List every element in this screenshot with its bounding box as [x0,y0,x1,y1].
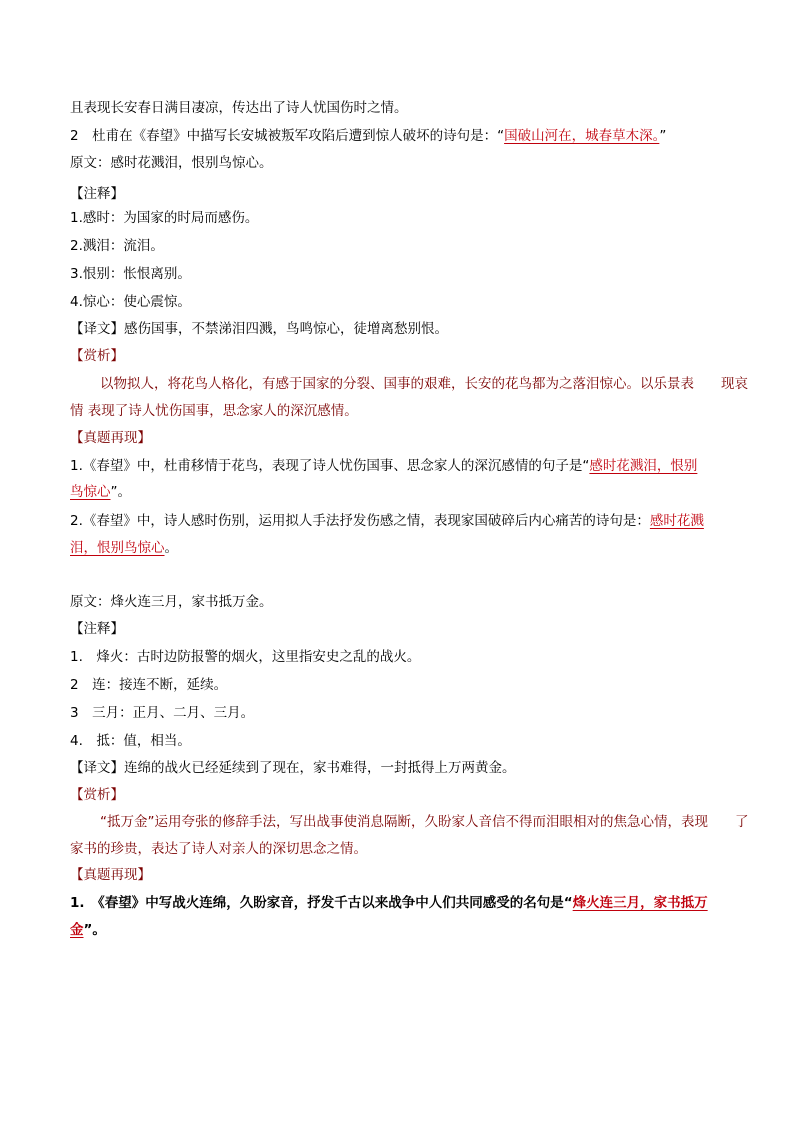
question-2 [70,126,666,146]
note-item: 4.惊心：使心震惊。 [70,294,191,310]
exam-question-3-suffix: ”。 [83,922,106,938]
exam-question-2-cont [70,538,178,558]
exam-question-2 [70,511,704,531]
note-item: 2 连：接连不断，延续。 [70,677,228,693]
analysis-heading-1: 【赏析】 [70,348,124,364]
note-item: 1.感时：为国家的时局而感伤。 [70,210,259,226]
exam-question-3-prefix: 1. 《春望》中写战火连绵，久盼家音，抒发千古以来战争中人们共同感受的名句是“ [70,895,573,911]
translation-2: 【译文】连绵的战火已经延续到了现在，家书难得，一封抵得上万两黄金。 [70,760,516,776]
note-item: 2.溅泪：流泪。 [70,238,164,254]
exam-question-1-answer: 感时花溅泪，恨别 [589,458,698,474]
question-2-suffix: ” [659,128,667,144]
analysis-line: 情 表现了诗人忧伤国事，思念家人的深沉感情。 [70,403,358,419]
original-text-2: 原文：烽火连三月，家书抵万金。 [70,594,273,610]
original-text-1: 原文：感时花溅泪，恨别鸟惊心。 [70,155,273,171]
exam-heading-2: 【真题再现】 [70,867,151,883]
note-item: 3.恨别：怅恨离别。 [70,266,191,282]
analysis-heading-2: 【赏析】 [70,787,124,803]
exam-question-1-answer-cont: 鸟惊心 [70,484,111,500]
exam-question-3-cont [70,920,106,940]
exam-question-1 [70,456,697,476]
question-2-prefix: 2 杜甫在《春望》中描写长安城被叛军攻陷后遭到惊人破坏的诗句是：“ [70,128,505,144]
exam-question-3-answer-cont: 金 [70,922,84,938]
exam-question-1-prefix: 1.《春望》中，杜甫移情于花鸟，表现了诗人忧伤国事、思念家人的深沉感情的句子是“ [70,458,590,474]
exam-heading-1: 【真题再现】 [70,430,151,446]
notes-heading-2: 【注释】 [70,621,124,637]
note-item: 1. 烽火：古时边防报警的烟火，这里指安史之乱的战火。 [70,649,421,665]
analysis-line: “抵万金”运用夸张的修辞手法，写出战事使消息隔断，久盼家人音信不得而泪眼相对的焦急心情，表现 了 [100,814,749,830]
notes-heading-1: 【注释】 [70,186,124,202]
note-item: 3 三月：正月、二月、三月。 [70,705,255,721]
exam-question-2-suffix: 。 [164,540,178,556]
analysis-line: 家书的珍贵，表达了诗人对亲人的深切思念之情。 [70,841,367,857]
exam-question-1-suffix: ”。 [110,484,131,500]
exam-question-3-answer: 烽火连三月，家书抵万 [572,895,708,911]
exam-question-2-prefix: 2.《春望》中，诗人感时伤别，运用拟人手法抒发伤感之情，表现家国破碎后内心痛苦的诗句是： [70,513,650,529]
question-2-answer: 国破山河在，城春草木深。 [504,128,660,144]
translation-1: 【译文】感伤国事，不禁涕泪四溅，鸟鸣惊心，徒增离愁别恨。 [70,321,448,337]
exam-question-2-answer-cont: 泪，恨别鸟惊心 [70,540,165,556]
note-item: 4. 抵：值，相当。 [70,733,191,749]
analysis-line: 以物拟人，将花鸟人格化，有感于国家的分裂、国事的艰难，长安的花鸟都为之落泪惊心。以乐景表 现哀 [100,376,748,392]
exam-question-2-answer: 感时花溅 [649,513,704,529]
intro-line: 且表现长安春日满目凄凉，传达出了诗人忧国伤时之情。 [70,100,408,116]
exam-question-1-cont [70,482,131,502]
exam-question-3 [70,893,708,913]
